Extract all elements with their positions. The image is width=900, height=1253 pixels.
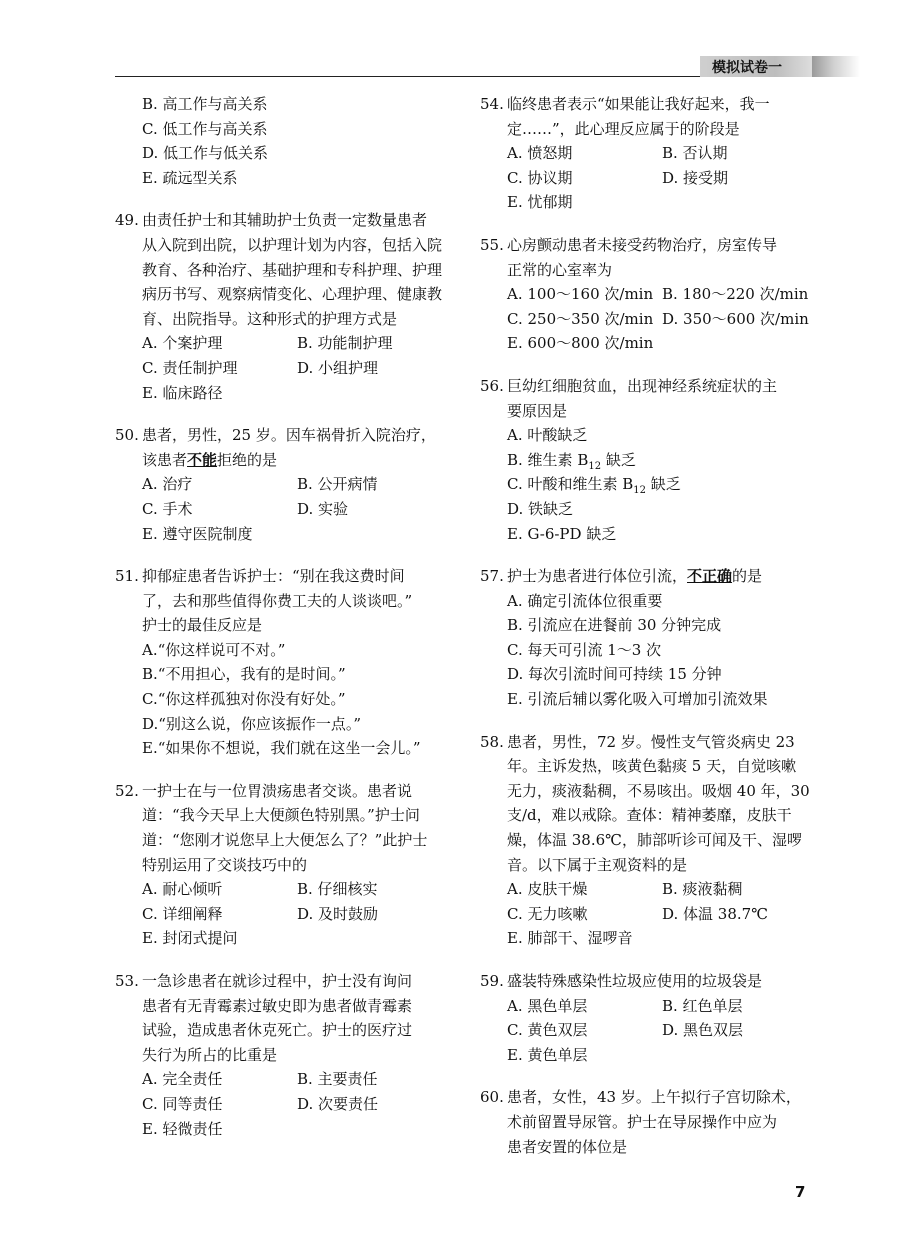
section-title: 模拟试卷一 bbox=[712, 59, 782, 76]
option-a: A.“你这样说可不对。” bbox=[142, 640, 286, 659]
question-51 bbox=[115, 564, 465, 761]
option-b: B. 180～220 次/min bbox=[662, 285, 809, 304]
question-stem-line: 音。以下属于主观资料的是 bbox=[507, 855, 688, 874]
option-c: C. 250～350 次/min bbox=[507, 309, 654, 328]
question-stem-line: 育、出院指导。这种形式的护理方式是 bbox=[142, 309, 398, 328]
option-d: D. 体温 38.7℃ bbox=[662, 904, 768, 923]
option-d: D. 及时鼓励 bbox=[297, 904, 379, 923]
option-e: E. 肺部干、湿啰音 bbox=[507, 929, 633, 948]
question-stem-line: 失行为所占的比重是 bbox=[142, 1045, 278, 1064]
question-stem-line: 心房颤动患者未接受药物治疗，房室传导 bbox=[507, 235, 778, 254]
option-c: C. 责任制护理 bbox=[142, 358, 238, 377]
option-b: B. 红色单层 bbox=[662, 996, 743, 1015]
option-d: D. 黑色双层 bbox=[662, 1021, 744, 1040]
question-number: 59. bbox=[480, 972, 504, 990]
question-number: 50. bbox=[115, 426, 139, 445]
question-number: 54. bbox=[480, 95, 504, 113]
option-a: A. 确定引流体位很重要 bbox=[507, 591, 663, 610]
question-stem-line: 患者，男性，25 岁。因车祸骨折入院治疗， bbox=[142, 426, 436, 445]
option-d: D. 每次引流时间可持续 15 分钟 bbox=[507, 665, 722, 684]
option-a: A. 皮肤干燥 bbox=[507, 880, 588, 899]
option-d: D. 接受期 bbox=[662, 168, 729, 187]
question-57 bbox=[480, 564, 830, 712]
left-column bbox=[115, 92, 465, 1159]
option-a: A. 治疗 bbox=[142, 475, 193, 494]
question-number: 56. bbox=[480, 376, 504, 395]
option-b: B. 主要责任 bbox=[297, 1070, 378, 1089]
option-e: E.“如果你不想说，我们就在这坐一会儿。” bbox=[142, 739, 421, 758]
option-c: C. 协议期 bbox=[507, 168, 573, 187]
question-52 bbox=[115, 779, 465, 951]
question-stem-line: 道：“您刚才说您早上大便怎么了？”此护士 bbox=[142, 831, 428, 850]
question-number: 58. bbox=[480, 732, 504, 751]
question-stem-line: 巨幼红细胞贫血，出现神经系统症状的主 bbox=[507, 376, 778, 395]
question-55 bbox=[480, 233, 830, 356]
question-stem-line: 定……”，此心理反应属于的阶段是 bbox=[507, 119, 740, 138]
question-number: 51. bbox=[115, 567, 139, 586]
option-d: D. 低工作与低关系 bbox=[142, 144, 269, 163]
question-number: 53. bbox=[115, 972, 139, 990]
question-59 bbox=[480, 969, 830, 1067]
option-b: B. 痰液黏稠 bbox=[662, 880, 743, 899]
question-stem-line: 试验，造成患者休克死亡。护士的医疗过 bbox=[142, 1021, 413, 1040]
option-c: C. 每天可引流 1～3 次 bbox=[507, 640, 662, 659]
option-e: E. 引流后辅以雾化吸入可增加引流效果 bbox=[507, 690, 768, 709]
option-e: E. 黄色单层 bbox=[507, 1045, 588, 1064]
question-number: 49. bbox=[115, 211, 139, 230]
question-number: 55. bbox=[480, 235, 504, 254]
option-c: C.“你这样孤独对你没有好处。” bbox=[142, 690, 346, 709]
question-stem-line: 了，去和那些值得你费工夫的人谈谈吧。” bbox=[142, 591, 413, 610]
emphasis-underline: 不能 bbox=[187, 450, 218, 469]
question-stem-line: 患者，男性，72 岁。慢性支气管炎病史 23 bbox=[507, 732, 795, 751]
option-b: B. 高工作与高关系 bbox=[142, 95, 268, 113]
question-stem-line: 燥，体温 38.6℃，肺部听诊可闻及干、湿啰 bbox=[507, 831, 802, 850]
question-stem-line: 特别运用了交谈技巧中的 bbox=[142, 855, 308, 874]
question-number: 52. bbox=[115, 781, 139, 800]
question-stem-line: 一急诊患者在就诊过程中，护士没有询问 bbox=[142, 972, 413, 990]
option-c: C. 黄色双层 bbox=[507, 1021, 588, 1040]
option-e: E. 600～800 次/min bbox=[507, 334, 654, 353]
question-stem-line: 抑郁症患者告诉护士：“别在我这费时间 bbox=[142, 567, 405, 586]
option-b: B. 公开病情 bbox=[297, 475, 378, 494]
question-stem-line: 护士的最佳反应是 bbox=[142, 616, 263, 635]
question-stem-line: 年。主诉发热，咳黄色黏痰 5 天，自觉咳嗽 bbox=[507, 757, 797, 776]
question-stem-line: 盛装特殊感染性垃圾应使用的垃圾袋是 bbox=[507, 972, 763, 990]
option-d: D. 小组护理 bbox=[297, 358, 379, 377]
option-c: C. 手术 bbox=[142, 499, 193, 518]
option-e: E. 封闭式提问 bbox=[142, 929, 238, 948]
question-stem-line: 术前留置导尿管。护士在导尿操作中应为 bbox=[507, 1112, 778, 1131]
option-a: A. 黑色单层 bbox=[507, 996, 588, 1015]
option-e: E. 忧郁期 bbox=[507, 193, 573, 212]
question-53 bbox=[115, 969, 465, 1141]
option-d: D. 350～600 次/min bbox=[662, 309, 809, 328]
option-e: E. 轻微责任 bbox=[142, 1119, 223, 1138]
header-decoration bbox=[812, 56, 860, 77]
question-stem-line: 该患者不能拒绝的是 bbox=[142, 450, 278, 469]
option-e: E. 临床路径 bbox=[142, 383, 223, 402]
question-stem-line: 一护士在与一位胃溃疡患者交谈。患者说 bbox=[142, 781, 413, 800]
option-b: B. 仔细核实 bbox=[297, 880, 378, 899]
question-stem-line: 患者安置的体位是 bbox=[507, 1137, 628, 1156]
option-a: A. 耐心倾听 bbox=[142, 880, 223, 899]
question-stem-line: 正常的心室率为 bbox=[507, 260, 613, 279]
emphasis-underline: 不正确 bbox=[687, 567, 733, 586]
question-number: 57. bbox=[480, 567, 504, 586]
option-d: D.“别这么说，你应该振作一点。” bbox=[142, 714, 362, 733]
option-b: B. 引流应在进餐前 30 分钟完成 bbox=[507, 616, 722, 635]
question-stem-line: 教育、各种治疗、基础护理和专科护理、护理 bbox=[142, 260, 443, 279]
option-b: B. 维生素 $B_{12}$ 缺乏 bbox=[507, 450, 636, 472]
question-stem-line: 病历书写、观察病情变化、心理护理、健康教 bbox=[142, 285, 443, 304]
question-50 bbox=[115, 423, 465, 546]
question-stem-line: 临终患者表示“如果能让我好起来，我一 bbox=[507, 95, 770, 113]
right-column bbox=[480, 92, 830, 1177]
option-e: E. 疏远型关系 bbox=[142, 168, 238, 187]
question-stem-line: 由责任护士和其辅助护士负责一定数量患者 bbox=[142, 211, 428, 230]
option-e: E. 遵守医院制度 bbox=[142, 524, 253, 543]
question-54 bbox=[480, 92, 830, 215]
question-stem-line: 无力，痰液黏稠，不易咳出。吸烟 40 年，30 bbox=[507, 781, 810, 800]
question-58 bbox=[480, 730, 830, 951]
option-b: B. 功能制护理 bbox=[297, 334, 393, 353]
question-stem-line: 从入院到出院，以护理计划为内容，包括入院 bbox=[142, 235, 443, 254]
option-c: C. 无力咳嗽 bbox=[507, 904, 588, 923]
option-d: D. 次要责任 bbox=[297, 1094, 379, 1113]
option-a: A. 个案护理 bbox=[142, 334, 223, 353]
page-number: 7 bbox=[795, 1183, 806, 1201]
question-56 bbox=[480, 374, 830, 546]
option-a: A. 100～160 次/min bbox=[507, 285, 654, 304]
question-49 bbox=[115, 208, 465, 405]
option-b: B.“不用担心，我有的是时间。” bbox=[142, 665, 346, 684]
question-stem-line: 护士为患者进行体位引流，不正确的是 bbox=[507, 567, 763, 586]
question-60 bbox=[480, 1085, 830, 1159]
section-header-tab bbox=[700, 56, 825, 77]
question-stem-line: 要原因是 bbox=[507, 401, 568, 420]
question-stem-line: 道：“我今天早上大便颜色特别黑。”护士问 bbox=[142, 806, 420, 825]
option-d: D. 实验 bbox=[297, 499, 349, 518]
option-c: C. 详细阐释 bbox=[142, 904, 223, 923]
option-b: B. 否认期 bbox=[662, 144, 728, 163]
question-stem-line: 支/d，难以戒除。查体：精神萎靡，皮肤干 bbox=[507, 806, 792, 825]
option-c: C. 叶酸和维生素 $B_{12}$ 缺乏 bbox=[507, 475, 681, 497]
option-c: C. 同等责任 bbox=[142, 1094, 223, 1113]
question-stem-line: 患者有无青霉素过敏史即为患者做青霉素 bbox=[142, 996, 413, 1015]
option-c: C. 低工作与高关系 bbox=[142, 119, 268, 138]
question-stem-line: 患者，女性，43 岁。上午拟行子宫切除术， bbox=[507, 1088, 801, 1107]
question-48-tail bbox=[115, 92, 465, 190]
option-d: D. 铁缺乏 bbox=[507, 499, 574, 518]
option-e: E. G-6-PD 缺乏 bbox=[507, 524, 617, 543]
option-a: A. 叶酸缺乏 bbox=[507, 426, 588, 445]
option-a: A. 完全责任 bbox=[142, 1070, 223, 1089]
question-number: 60. bbox=[480, 1088, 504, 1107]
option-a: A. 愤怒期 bbox=[507, 144, 573, 163]
